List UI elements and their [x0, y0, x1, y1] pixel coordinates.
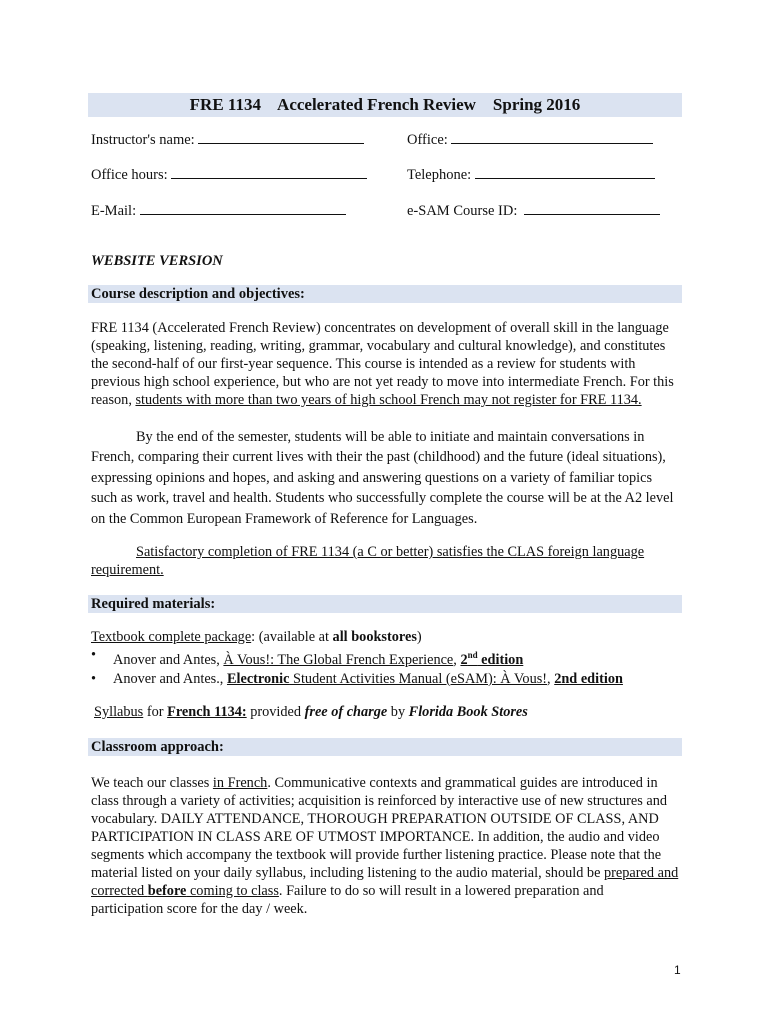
syllabus-line — [94, 703, 682, 721]
syllabus-course: French 1134: — [167, 704, 247, 720]
classroom-t4: . Failure to do so will result in a lowered preparation and participation score for the day / week. — [91, 883, 604, 917]
instructor-label: Instructor's name: — [91, 132, 195, 148]
office-hours-blank — [171, 166, 367, 179]
syllabus-word: Syllabus — [94, 704, 144, 720]
syllabus-store: Florida Book Stores — [408, 704, 528, 720]
office-field — [407, 131, 653, 149]
item1-authors: Anover and Antes, — [113, 651, 224, 668]
telephone-label: Telephone: — [407, 167, 472, 183]
esam-label: e-SAM Course ID: — [407, 203, 518, 219]
section-heading-description: Course description and objectives: — [91, 286, 305, 302]
esam-field — [407, 202, 660, 220]
esam-blank — [524, 202, 660, 215]
materials-list — [91, 646, 681, 689]
item2-edition: 2nd edition — [554, 670, 623, 687]
office-hours-label: Office hours: — [91, 167, 168, 183]
syllabus-provided: provided — [246, 704, 305, 720]
classroom-paragraph — [91, 774, 679, 918]
classroom-coming: coming to class — [186, 883, 279, 899]
classroom-in-french: in French — [212, 775, 268, 791]
item1-edition-num: 2 — [460, 651, 468, 668]
item1-edition-word: edition — [477, 651, 524, 668]
syllabus-for: for — [143, 704, 168, 720]
email-label: E-Mail: — [91, 203, 137, 219]
page-number: 1 — [674, 963, 681, 977]
telephone-field — [407, 166, 655, 184]
description-p1-restriction: students with more than two years of high school French may not register for FRE 1134. — [135, 392, 642, 408]
office-label: Office: — [407, 132, 448, 148]
telephone-blank — [475, 166, 655, 179]
email-blank — [140, 202, 346, 215]
classroom-before: before — [147, 883, 187, 899]
email-field — [91, 202, 346, 220]
item2-authors: Anover and Antes., — [113, 670, 227, 687]
description-paragraph-2: By the end of the semester, students will be able to initiate and maintain conversations in French, comparing their current lives with their the past (childhood) and the future (ideal situations), expressing opinions and hopes, and asking and answering questions on a variety of familiar topics such as work, travel and health. Students who successfully complete the course will be at the A2 level on the Common European Framework of Reference for Languages. — [91, 429, 674, 527]
section-heading-materials: Required materials: — [91, 596, 216, 612]
description-paragraph-3 — [91, 543, 679, 579]
textbook-label: Textbook complete package — [91, 629, 252, 645]
item2-sep: , — [547, 670, 555, 687]
description-p1-text: FRE 1134 (Accelerated French Review) concentrates on development of overall skill in the language (speaking, listening, reading, writing, grammar, vocabulary and cultural knowledge), and constitutes the second-half of our first-year sequence. This course is intended as a review for students with previous high school experience, but who are not yet ready to move into intermediate French. For this reason, — [91, 320, 674, 408]
instructor-field — [91, 131, 364, 149]
office-blank — [451, 131, 653, 144]
classroom-prepared: prepared and corrected — [91, 865, 679, 899]
section-heading-classroom: Classroom approach: — [91, 739, 224, 755]
office-hours-field — [91, 166, 367, 184]
instructor-blank — [198, 131, 364, 144]
website-version-label: WEBSITE VERSION — [91, 253, 223, 269]
course-title: FRE 1134 Accelerated French Review Spring 2016 — [189, 95, 581, 114]
item1-edition-sup: nd — [467, 650, 478, 660]
item2-title: Student Activities Manual (eSAM): À Vous! — [289, 670, 548, 687]
textbook-avail-post: ) — [416, 629, 422, 645]
description-paragraph-1 — [91, 319, 679, 409]
clas-requirement-note: Satisfactory completion of FRE 1134 (a C or better) satisfies the CLAS foreign language requirement. — [91, 544, 645, 578]
textbook-avail-pre: : (available at — [251, 629, 333, 645]
classroom-t1: We teach our classes — [91, 775, 213, 791]
list-item — [91, 670, 681, 689]
textbook-line — [91, 628, 679, 646]
list-item — [91, 646, 681, 670]
bullet-icon: • — [91, 647, 97, 663]
syllabus-free: free of charge — [304, 704, 388, 720]
item2-electronic: Electronic — [226, 670, 290, 687]
syllabus-by: by — [387, 704, 409, 720]
textbook-avail-bookstores: all bookstores — [332, 629, 417, 645]
item1-sep: , — [453, 651, 461, 668]
bullet-icon: • — [91, 670, 97, 687]
item1-title: À Vous!: The Global French Experience — [223, 651, 454, 668]
classroom-t2: . Communicative contexts and grammatical guides are introduced in class through a variety of activities; acquisition is reinforced by interactive use of new structures and vocabulary. DAILY ATTENDANCE, THOROUGH PREPARATION OUTSIDE OF CLASS, AND PARTICIPATION IN CLASS ARE OF UTMOST IMPORTANCE. In addition, the audio and video segments which accompany the textbook will provide further listening practice. Please note that the material listed on your daily syllabus, including listening to the audio material, should be — [91, 775, 668, 881]
